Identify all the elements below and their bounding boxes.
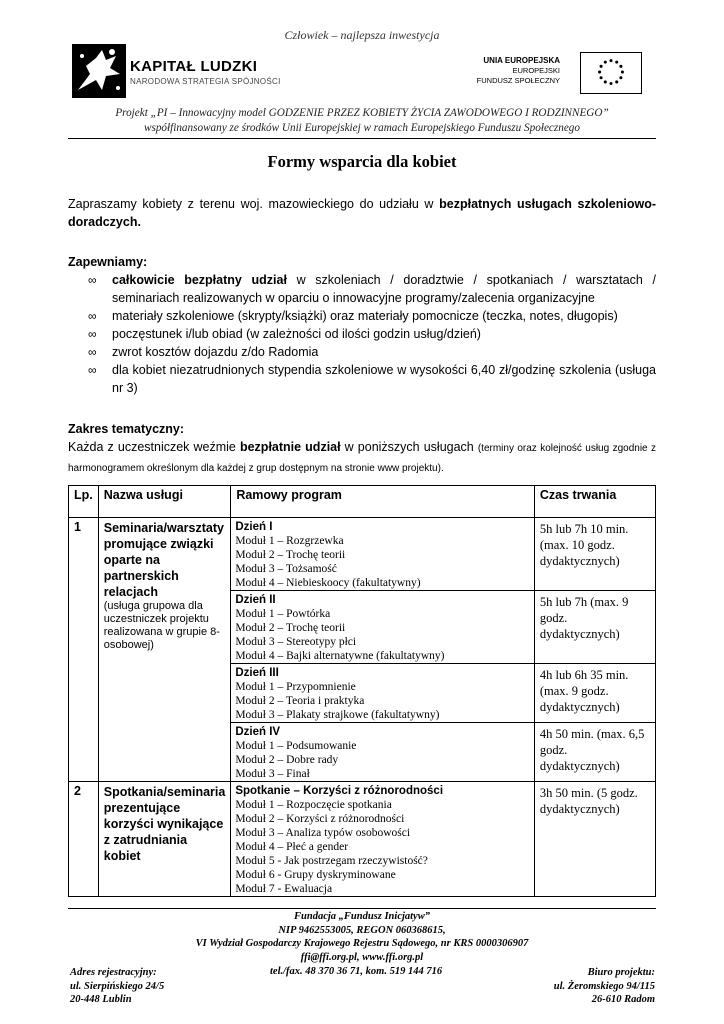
row1-note: (usługa grupowa dla uczestniczek projektu realizowana w grupie 8-osobowej) xyxy=(103,600,220,651)
header-time: Czas trwania xyxy=(534,486,655,518)
header-slogan: Człowiek – najlepsza inwestycja xyxy=(284,28,440,42)
project-info xyxy=(40,106,684,136)
header-program: Ramowy program xyxy=(231,486,535,518)
table-row xyxy=(69,518,656,591)
kapital-ludzki-title: KAPITAŁ LUDZKI xyxy=(130,58,258,75)
day-title: Dzień III xyxy=(235,667,279,679)
row2-name-cell xyxy=(98,782,231,897)
meeting-title: Spotkanie – Korzyści z różnorodności xyxy=(235,785,444,797)
list-item-text: dla kobiet niezatrudnionych stypendia szkoleniowe w wysokości 6,40 zł/godzinę szkolenia (usługa nr 3) xyxy=(112,363,656,395)
document-title: Formy wsparcia dla kobiet xyxy=(267,152,457,171)
infinity-bullet-icon: ∞ xyxy=(88,309,97,323)
module-item: Moduł 2 – Dobre rady xyxy=(235,754,339,766)
row2-time: 3h 50 min. (5 godz. dydaktycznych) xyxy=(534,782,655,897)
scope-section xyxy=(68,420,656,478)
module-item: Moduł 1 – Rozpoczęcie spotkania xyxy=(235,799,392,811)
eu-logo-line2: EUROPEJSKI xyxy=(512,66,560,75)
day-title: Dzień IV xyxy=(235,726,281,738)
kapital-ludzki-logo xyxy=(72,44,281,100)
list-item-bold: całkowicie bezpłatny udział xyxy=(112,273,287,287)
row1-lp: 1 xyxy=(69,518,99,782)
infinity-bullet-icon: ∞ xyxy=(88,273,97,287)
module-item: Moduł 2 – Trochę teorii xyxy=(235,622,346,634)
footer-center xyxy=(0,910,724,964)
provide-heading: Zapewniamy: xyxy=(68,255,148,269)
list-item-text: materiały szkoleniowe (skrypty/książki) oraz materiały pomocnicze (teczka, notes, długopis) xyxy=(112,309,618,323)
table-row xyxy=(69,782,656,897)
module-item: Moduł 6 - Grupy dyskryminowane xyxy=(235,869,396,881)
scope-text-2: w poniższych usługach xyxy=(340,440,478,454)
header-lp: Lp. xyxy=(69,486,99,518)
list-item xyxy=(68,271,656,307)
eu-logo-line3: FUNDUSZ SPOŁECZNY xyxy=(476,76,560,85)
footer-phone: tel./fax. 48 370 36 71, kom. 519 144 716 xyxy=(270,966,443,977)
infinity-bullet-icon: ∞ xyxy=(88,345,97,359)
kapital-ludzki-subtitle: NARODOWA STRATEGIA SPÓJNOŚCI xyxy=(130,77,281,86)
module-item: Moduł 4 – Niebieskoocy (fakultatywny) xyxy=(235,577,421,589)
footer-org: Fundacja „Fundusz Inicjatyw” xyxy=(294,911,430,922)
list-item-text: w szkoleniach / doradztwie / spotkaniach / warsztatach / seminariach realizowanych w oparciu o innowacyjne programy/zalecenia organizacyjne xyxy=(112,273,656,305)
module-item: Moduł 4 – Bajki alternatywne (fakultatywny) xyxy=(235,650,445,662)
footer-nip: NIP 9462553005, REGON 060368615, xyxy=(278,924,446,936)
project-line-2: współfinansowany ze środków Unii Europejskiej w ramach Europejskiego Funduszu Społecznego xyxy=(144,122,580,134)
row1-name-cell xyxy=(98,518,231,782)
scope-text-1: Każda z uczestniczek weźmie xyxy=(68,440,240,454)
services-table xyxy=(68,485,656,897)
reg-label: Adres rejestracyjny: xyxy=(70,967,157,978)
module-item: Moduł 1 – Przypomnienie xyxy=(235,681,356,693)
module-item: Moduł 1 – Rozgrzewka xyxy=(235,535,344,547)
list-item xyxy=(68,325,656,343)
office-street: ul. Żeromskiego 94/115 xyxy=(553,980,655,992)
footer-krs: VI Wydział Gospodarczy Krajowego Rejestru Sądowego, nr KRS 0000306907 xyxy=(195,938,529,949)
infinity-bullet-icon: ∞ xyxy=(88,327,97,341)
row1-day2-program xyxy=(231,591,535,664)
scope-bold: bezpłatnie udział xyxy=(239,440,341,454)
list-item-text: zwrot kosztów dojazdu z/do Radomia xyxy=(112,345,319,359)
module-item: Moduł 3 – Plakaty strajkowe (fakultatywny) xyxy=(235,709,440,721)
row1-name: Seminaria/warsztaty promujące związki oparte na partnerskich relacjach xyxy=(103,521,224,599)
provide-section xyxy=(68,253,656,397)
list-item xyxy=(68,307,656,325)
day-title: Dzień I xyxy=(235,521,273,533)
office-label: Biuro projektu: xyxy=(587,967,655,978)
infinity-bullet-icon: ∞ xyxy=(88,363,97,377)
row1-day3-program xyxy=(231,664,535,723)
module-item: Moduł 1 – Podsumowanie xyxy=(235,740,357,752)
list-item xyxy=(68,343,656,361)
table-header-row xyxy=(69,486,656,518)
row1-day2-time: 5h lub 7h (max. 9 godz. dydaktycznych) xyxy=(534,591,655,664)
scope-heading: Zakres tematyczny: xyxy=(68,422,185,436)
row1-day1-time: 5h lub 7h 10 min. (max. 10 godz. dydaktycznych) xyxy=(534,518,655,591)
module-item: Moduł 3 – Analiza typów osobowości xyxy=(235,827,411,839)
module-item: Moduł 7 - Ewaluacja xyxy=(235,883,333,895)
module-item: Moduł 3 – Finał xyxy=(235,768,310,780)
scope-note: (terminy oraz kolejność usług zgodnie z harmonogramem określonym dla każdej z grup dostępnym na stronie www projektu). xyxy=(68,443,656,474)
module-item: Moduł 2 – Teoria i praktyka xyxy=(235,695,365,707)
scope-paragraph xyxy=(68,438,656,478)
list-item-text: poczęstunek i/lub obiad (w zależności od ilości godzin usług/dzień) xyxy=(112,327,481,341)
intro-bold: bezpłatnych usługach szkoleniowo-doradczych. xyxy=(68,197,657,229)
row1-day1-program xyxy=(231,518,535,591)
module-item: Moduł 3 – Tożsamość xyxy=(235,563,337,575)
day-title: Dzień II xyxy=(235,594,276,606)
project-line-1: Projekt „PI – Innowacyjny model GODZENIE PRZEZ KOBIETY ŻYCIA ZAWODOWEGO I RODZINNEGO” xyxy=(115,107,609,119)
module-item: Moduł 4 – Płeć a gender xyxy=(235,841,349,853)
row1-day4-time: 4h 50 min. (max. 6,5 godz. dydaktycznych) xyxy=(534,723,655,782)
footer-project-office xyxy=(550,966,655,1007)
module-item: Moduł 2 – Korzyści z różnorodności xyxy=(235,813,405,825)
office-city: 26-610 Radom xyxy=(591,994,655,1005)
row2-lp: 2 xyxy=(69,782,99,897)
row2-name: Spotkania/seminaria prezentujące korzyści wynikające z zatrudniania kobiet xyxy=(103,785,226,863)
list-item xyxy=(68,361,656,397)
footer-contact: ffi@ffi.org.pl, www.ffi.org.pl xyxy=(300,951,424,963)
eu-flag-icon xyxy=(580,52,642,94)
eu-logo-text xyxy=(477,56,560,86)
reg-street: ul. Sierpińskiego 24/5 xyxy=(70,980,165,992)
header-divider xyxy=(68,138,656,139)
provide-list xyxy=(68,271,656,397)
row1-day3-time: 4h lub 6h 35 min. (max. 9 godz. dydaktycznych) xyxy=(534,664,655,723)
module-item: Moduł 5 - Jak postrzegam rzeczywistość? xyxy=(235,855,428,867)
row1-day4-program xyxy=(231,723,535,782)
module-item: Moduł 2 – Trochę teorii xyxy=(235,549,346,561)
intro-paragraph xyxy=(68,195,656,231)
module-item: Moduł 3 – Stereotypy płci xyxy=(235,636,357,648)
intro-text: Zapraszamy kobiety z terenu woj. mazowieckiego do udziału w xyxy=(68,197,440,211)
footer-registered-address xyxy=(70,966,164,1007)
eu-logo-line1: UNIA EUROPEJSKA xyxy=(483,56,560,65)
header-name: Nazwa usługi xyxy=(98,486,231,518)
reg-city: 20-448 Lublin xyxy=(70,994,132,1005)
row2-program xyxy=(231,782,535,897)
footer-divider xyxy=(68,908,656,909)
kapital-ludzki-emblem-icon xyxy=(72,44,126,98)
module-item: Moduł 1 – Powtórka xyxy=(235,608,331,620)
eu-logo xyxy=(476,52,648,96)
